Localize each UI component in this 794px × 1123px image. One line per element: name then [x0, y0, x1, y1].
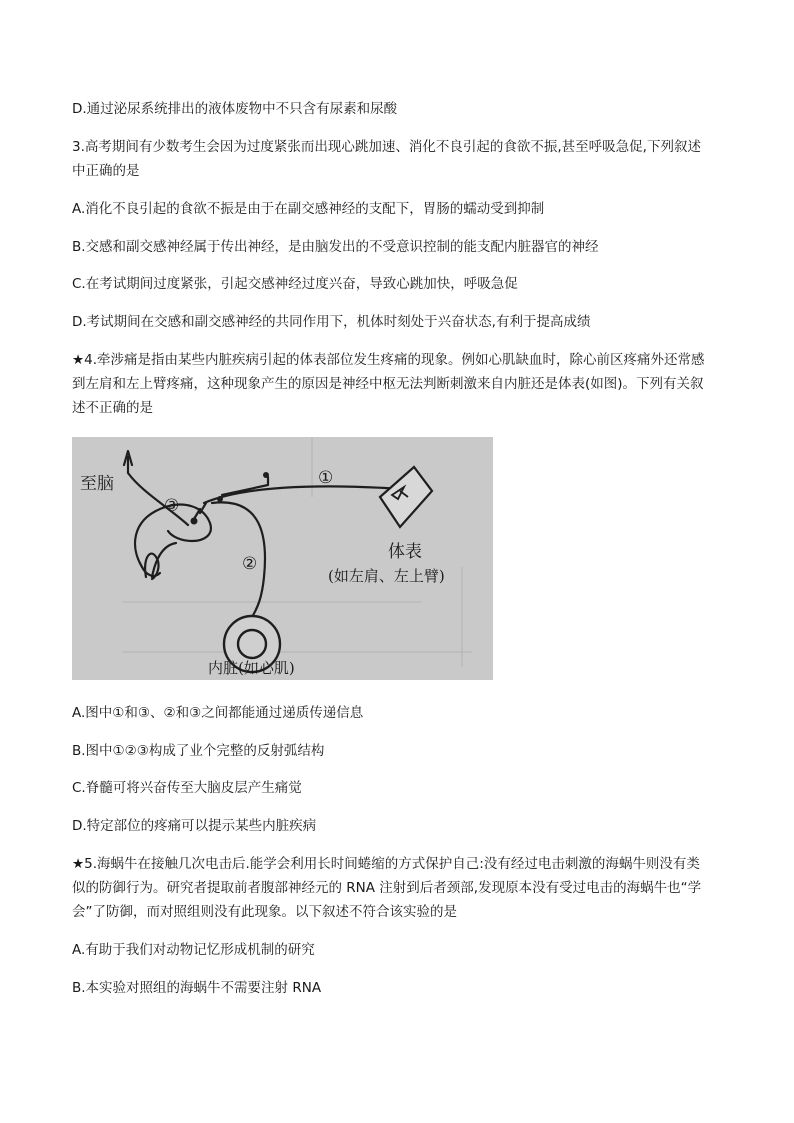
question-3-option-c: C.在考试期间过度紧张，引起交感神经过度兴奋，导致心跳加快，呼吸急促 — [72, 276, 518, 292]
question-5-stem-line-2: 似的防御行为。研究者提取前者腹部神经元的 RNA 注射到后者颈部,发现原本没有受过电击的海蜗牛也“学 — [72, 880, 702, 896]
referred-pain-diagram — [72, 437, 493, 680]
question-5-stem-line-1: ★5.海蜗牛在接触几次电击后.能学会利用长时间蜷缩的方式保护自己:没有经过电击刺激的海蜗牛则没有类 — [72, 856, 700, 872]
question-3-stem-line-1: 3.高考期间有少数考生会因为过度紧张而出现心跳加速、消化不良引起的食欲不振,甚至呼吸急促,下列叙述 — [72, 139, 701, 155]
question-2-option-d: D.通过泌尿系统排出的液体废物中不只含有尿素和尿酸 — [72, 101, 398, 117]
question-5-option-a: A.有助于我们对动物记忆形成机制的研究 — [72, 942, 315, 958]
question-3-option-d: D.考试期间在交感和副交感神经的共同作用下，机体时刻处于兴奋状态,有利于提高成绩 — [72, 314, 591, 330]
question-4-option-d: D.特定部位的疼痛可以提示某些内脏疾病 — [72, 818, 317, 834]
question-4-stem-line-3: 述不正确的是 — [72, 400, 153, 416]
question-4-option-b: B.图中①②③构成了业个完整的反射弧结构 — [72, 743, 325, 759]
question-4-stem-line-1: ★4.牵涉痛是指由某些内脏疾病引起的体表部位发生疼痛的现象。例如心肌缺血时，除心前区疼痛外还常感 — [72, 352, 705, 368]
question-4-option-c: C.脊髓可将兴奋传至大脑皮层产生痛觉 — [72, 780, 302, 796]
question-3-option-a: A.消化不良引起的食欲不振是由于在副交感神经的支配下，胃肠的蠕动受到抑制 — [72, 201, 545, 217]
label-pathway-3: ③ — [164, 496, 180, 516]
question-3-option-b: B.交感和副交感神经属于传出神经，是由脑发出的不受意识控制的能支配内脏器官的神经 — [72, 239, 599, 255]
label-body-surface: 体表 — [388, 542, 422, 562]
label-body-surface-example: (如左肩、左上臂) — [328, 567, 445, 585]
question-4-stem-line-2: 到左肩和左上臂疼痛，这种现象产生的原因是神经中枢无法判断刺激来自内脏还是体表(如图)。下列有关叙 — [72, 376, 704, 392]
question-5-option-b: B.本实验对照组的海蜗牛不需要注射 RNA — [72, 980, 322, 996]
label-viscera: 内脏(如心肌) — [208, 659, 295, 677]
question-3-stem-line-2: 中正确的是 — [72, 163, 140, 179]
label-pathway-2: ② — [242, 554, 258, 574]
label-to-brain: 至脑 — [80, 474, 114, 494]
label-pathway-1: ① — [318, 468, 334, 488]
question-5-stem-line-3: 会”了防御，而对照组则没有此现象。以下叙述不符合该实验的是 — [72, 904, 457, 920]
question-4-option-a: A.图中①和③、②和③之间都能通过递质传递信息 — [72, 705, 364, 721]
